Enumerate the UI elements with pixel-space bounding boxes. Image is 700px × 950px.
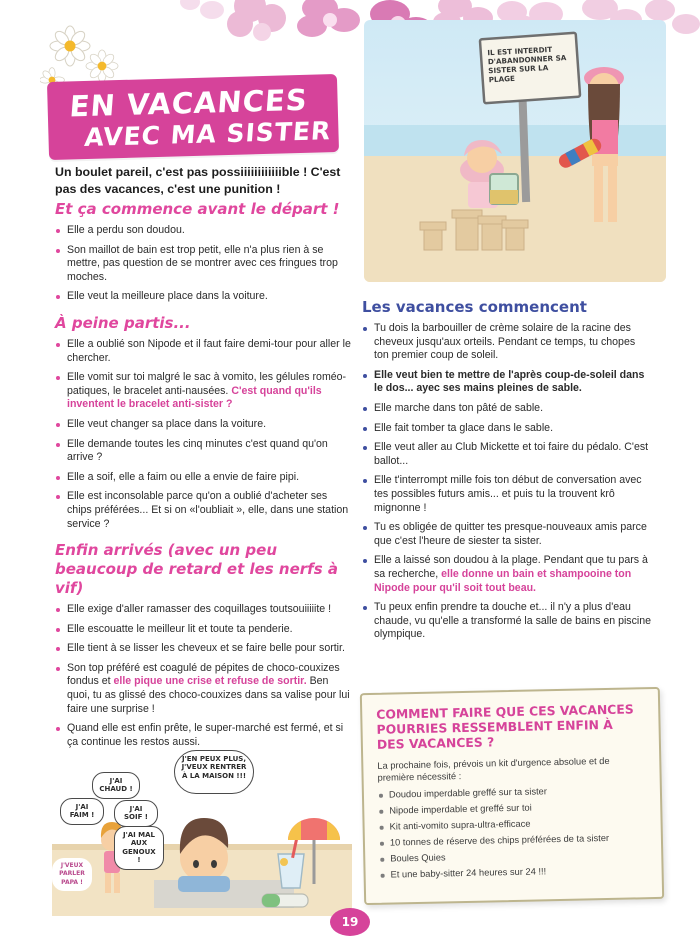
note-list-item: Boules Quies (379, 849, 647, 866)
note-list-item: Et une baby-sitter 24 heures sur 24 !!! (380, 865, 648, 882)
list-item: Elle est inconsolable parce qu'on a oublié d'acheter ses chips préférées... Et si on «l'oubliait », elle, dans une station service ? (55, 490, 353, 531)
list-item: Elle veut la meilleure place dans la voiture. (55, 290, 353, 304)
list-item (55, 371, 353, 412)
list-item: Elle escouatte le meilleur lit et toute ta penderie. (55, 623, 353, 637)
list-item-text-plain: Elle vomit sur toi malgré le sac à vomito, les gélules roméo-patiques, le bracelet anti-nausées. (67, 371, 347, 397)
list-item-text-highlight: elle pique une crise et refuse de sortir. (113, 675, 307, 688)
page-title-banner (47, 74, 339, 160)
list-item: Elle t'interrompt mille fois ton début de conversation avec tes possibles futurs amis... et puis tu la trouvent krô mignonne ! (362, 474, 652, 515)
note-list (378, 784, 648, 882)
list-item: Elle veut changer sa place dans la voiture. (55, 418, 353, 432)
note-list-item: Doudou imperdable greffé sur ta sister (378, 784, 646, 801)
speech-bubble-rentrer: J'EN PEUX PLUS, J'VEUX RENTRER À LA MAISON !!! (174, 750, 254, 794)
list-item: Elle a perdu son doudou. (55, 224, 353, 238)
section-list (55, 603, 353, 749)
page-title-line1: EN VACANCES (68, 82, 309, 124)
beach-sign-text: IL EST INTERDIT D'ABANDONNER SA SISTER SUR LA PLAGE (487, 44, 567, 85)
list-item: Elle demande toutes les cinq minutes c'est quand qu'on arrive ? (55, 438, 353, 465)
speech-bubble-papa: J'VEUX PARLER PAPA ! (52, 858, 92, 891)
section-before-departure (55, 200, 353, 304)
list-item: Elle tient à se lisser les cheveux et se faire belle pour sortir. (55, 642, 353, 656)
note-list-item: 10 tonnes de réserve des chips préférées de ta sister (379, 832, 647, 849)
section-holidays-begin (362, 298, 652, 642)
left-column (55, 200, 353, 759)
section-arrived (55, 541, 353, 749)
list-item-text-plain-2: Ben quoi, tu as glissé des choco-couxizes dans sa valise pour lui faire une surprise ! (67, 675, 350, 715)
speech-bubble-faim: J'AI FAIM ! (60, 798, 104, 825)
page-title-line2: AVEC MA SISTER (83, 116, 333, 153)
beach-illustration (364, 20, 666, 282)
list-item-text-highlight: C'est quand qu'ils inventent le bracelet anti-sister ? (67, 384, 322, 411)
section-list (362, 322, 652, 642)
speech-bubble-soif: J'AI SOIF ! (114, 800, 158, 827)
list-item: Elle veut aller au Club Mickette et toi faire du pédalo. C'est ballot... (362, 441, 652, 468)
list-item: Tu es obligée de quitter tes presque-nouveaux amis parce que c'est l'heure de siester ta sister. (362, 521, 652, 548)
list-item: Quand elle est enfin prête, le super-marché est fermé, et si ça continue les restos aussi. (55, 722, 353, 749)
note-title: COMMENT FAIRE QUE CES VACANCES POURRIES RESSEMBLENT ENFIN À DES VACANCES ? (376, 701, 634, 752)
list-item: Elle exige d'aller ramasser des coquillages toutsouiiiiite ! (55, 603, 353, 617)
section-heading: Les vacances commencent (362, 298, 587, 316)
right-column (362, 298, 652, 652)
section-heading: Et ça commence avant le départ ! (55, 200, 340, 218)
section-just-left (55, 314, 353, 531)
page-number-badge: 19 (330, 908, 370, 936)
list-item (55, 662, 353, 716)
list-item: Elle marche dans ton pâté de sable. (362, 402, 652, 416)
list-item: Tu peux enfin prendre ta douche et... il n'y a plus d'eau chaude, vu qu'elle a transformé la salle de bains en piscine olympique. (362, 601, 652, 642)
list-item: Elle a oublié son Nipode et il faut faire demi-tour pour aller le chercher. (55, 338, 353, 365)
list-item: Son maillot de bain est trop petit, elle n'a plus rien à se mettre, pas question de se montrer avec ces fringues trop moches. (55, 244, 353, 285)
note-intro: La prochaine fois, prévois un kit d'urgence absolue et de première nécessité : (377, 755, 610, 783)
section-heading: Enfin arrivés (avec un peu beaucoup de retard et les nerfs à vif) (55, 541, 338, 598)
list-item: Elle a soif, elle a faim ou elle a envie de faire pipi. (55, 471, 353, 485)
section-list (55, 224, 353, 304)
speech-bubble-genoux: J'AI MAL AUX GENOUX ! (114, 826, 164, 870)
speech-bubble-chaud: J'AI CHAUD ! (92, 772, 140, 799)
lead-paragraph: Un boulet pareil, c'est pas possiiiiiiiiiiiible ! C'est pas des vacances, c'est une punition ! (55, 165, 341, 196)
bottom-cartoon-illustration (52, 748, 352, 916)
list-item: Elle veut bien te mettre de l'après coup-de-soleil dans le dos... ayec ses mains pleines de sable. (362, 369, 652, 396)
note-list-item: Nipode imperdable et greffé sur toi (378, 800, 646, 817)
tips-note-box (360, 687, 664, 905)
section-list (55, 338, 353, 531)
list-item: Tu dois la barbouiller de crème solaire de la racine des cheveux jusqu'aux orteils. Pendant ce temps, tu chopes ton premier coup de soleil. (362, 322, 652, 363)
list-item-text-highlight: elle donne un bain et shampooine ton Nipode pour qu'il soit tout beau. (374, 567, 632, 594)
note-list-item: Kit anti-vomito supra-ultra-efficace (379, 816, 647, 833)
list-item-text-plain: Elle a laissé son doudou à la plage. Pendant que tu pars à sa recherche, (374, 554, 648, 580)
section-heading: À peine partis... (55, 313, 191, 332)
list-item (362, 554, 652, 595)
list-item-text-plain: Son top préféré est coagulé de pépites de choco-couxizes fondus et (67, 661, 340, 688)
list-item: Elle fait tomber ta glace dans le sable. (362, 422, 652, 436)
